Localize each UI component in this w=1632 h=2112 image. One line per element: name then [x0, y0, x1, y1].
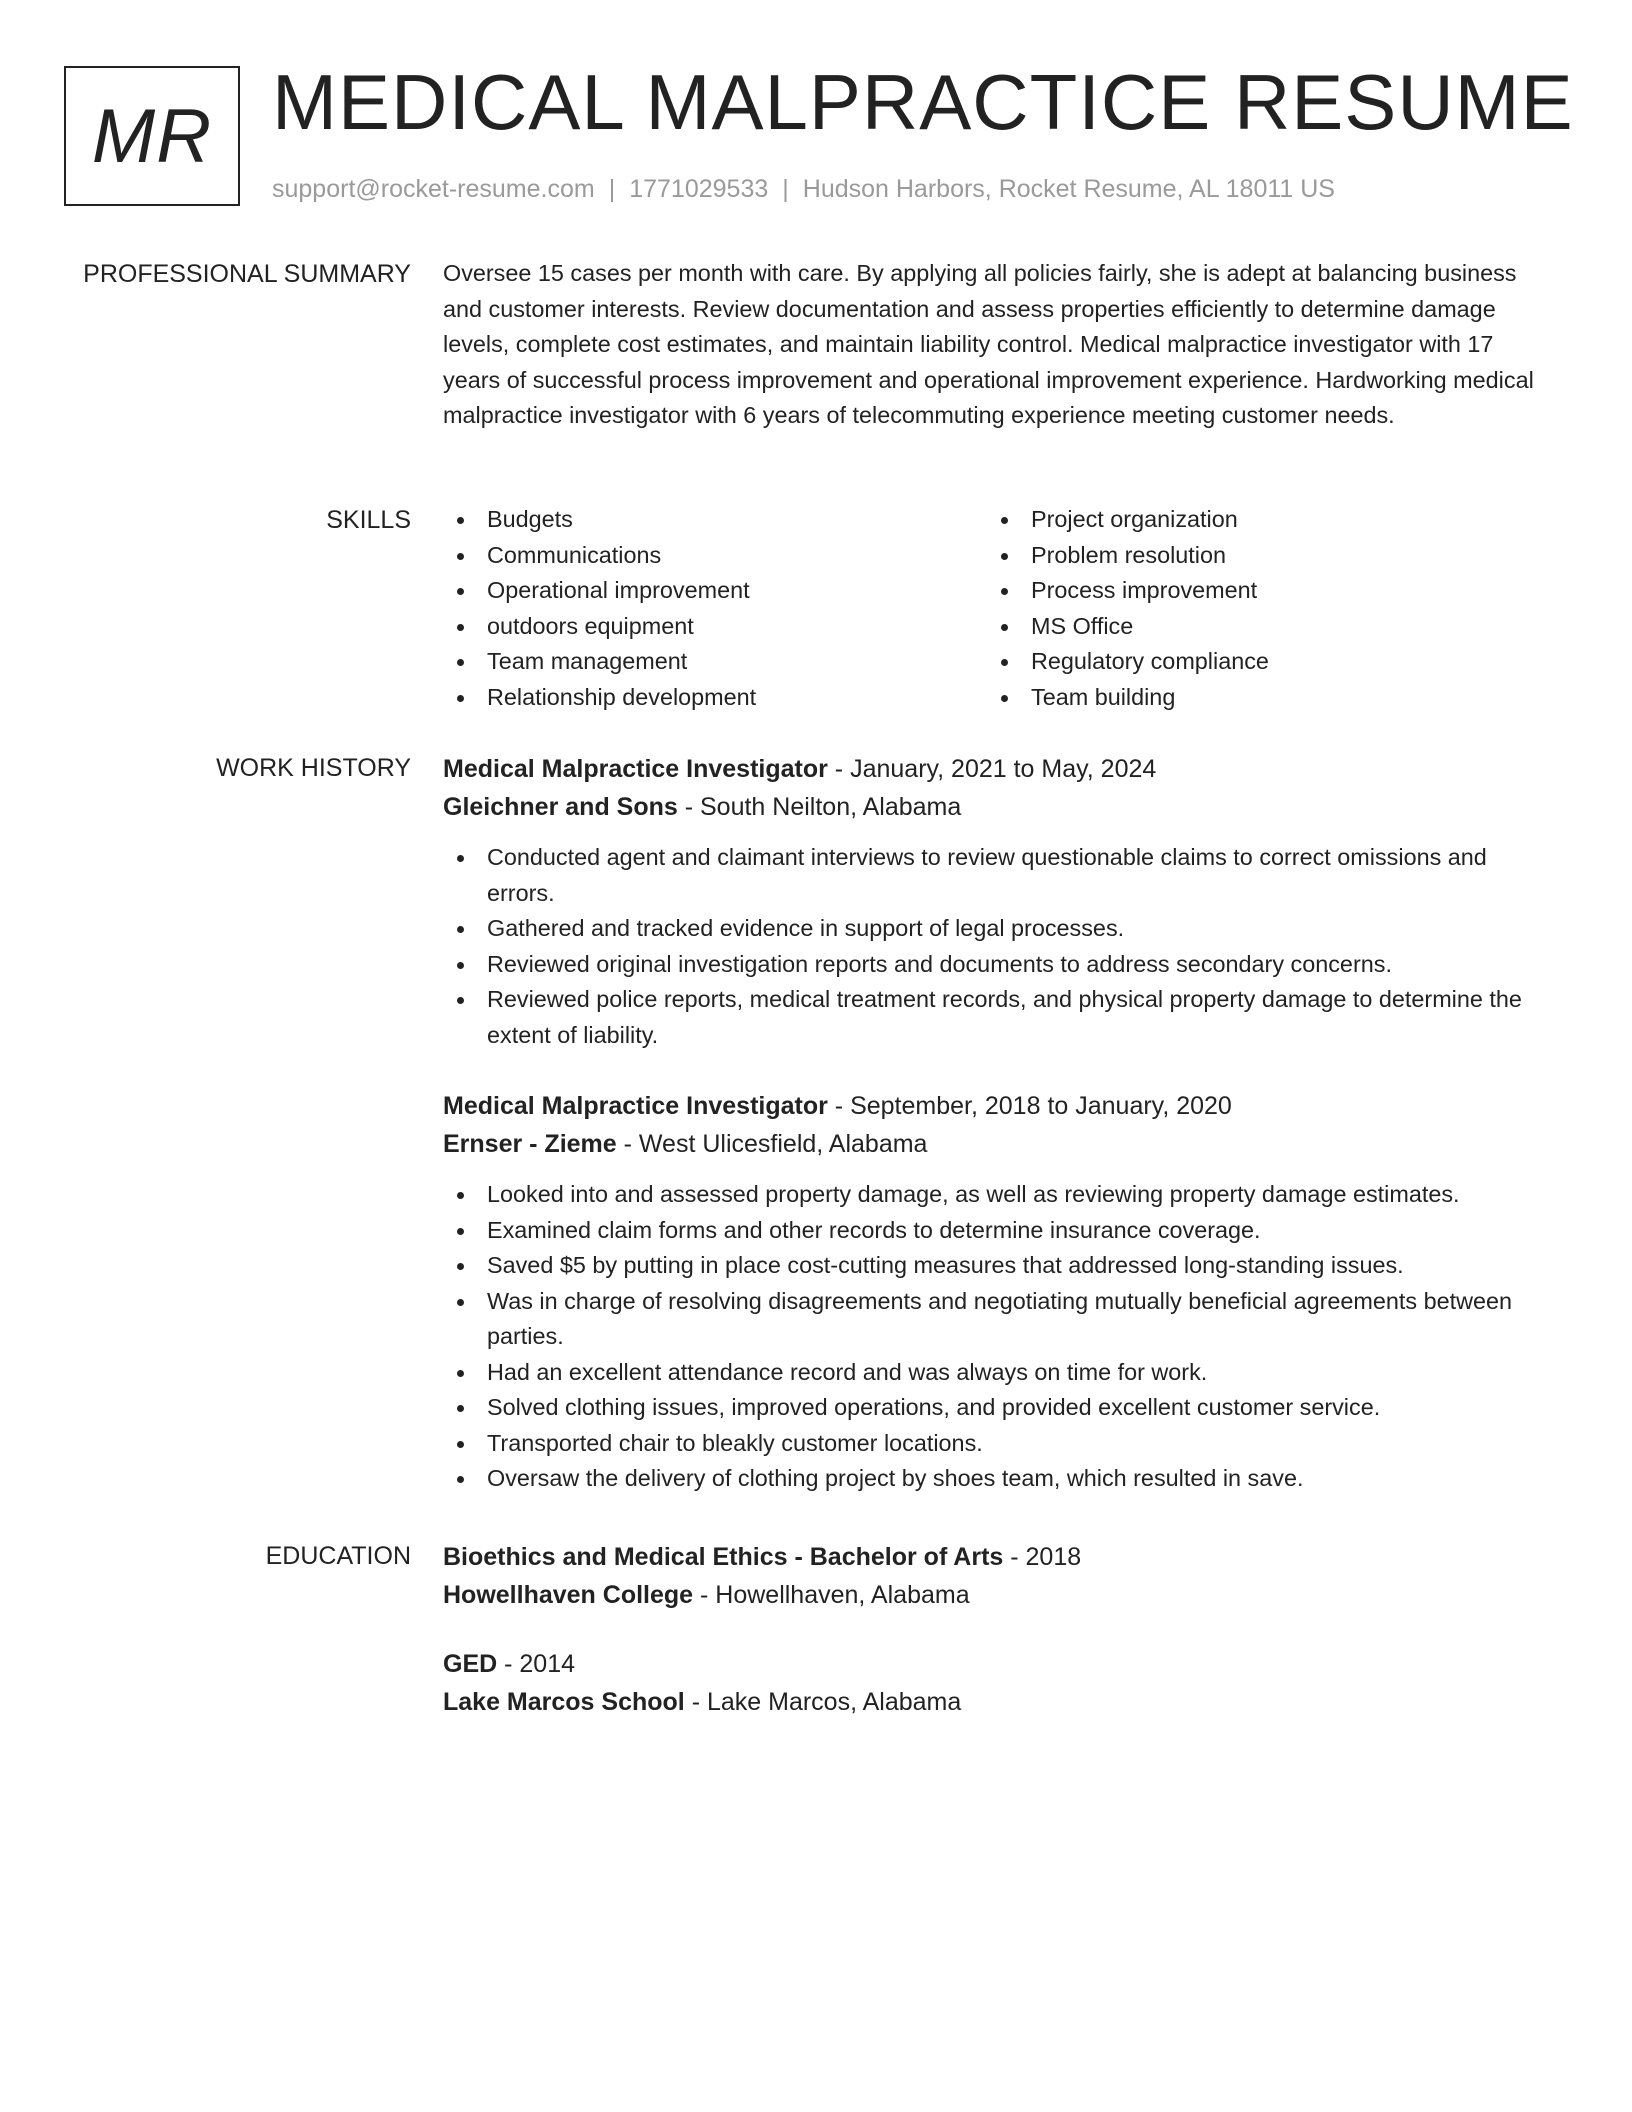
education-entry	[443, 1538, 1553, 1614]
contact-separator: |	[608, 175, 616, 203]
summary-body	[443, 256, 1553, 434]
job-bullet: Examined claim forms and other records to determine insurance coverage.	[443, 1213, 1553, 1249]
skills-list-left	[443, 502, 987, 715]
skill-item: Process improvement	[987, 573, 1531, 609]
contact-separator: |	[782, 175, 789, 203]
job-bullet: Gathered and tracked evidence in support of legal processes.	[443, 911, 1553, 947]
job-company-line	[443, 788, 1553, 826]
work-history-heading: WORK HISTORY	[216, 754, 411, 782]
education-year: - 2014	[497, 1650, 576, 1678]
job-role-line	[443, 1087, 1553, 1125]
education-body	[443, 1538, 1553, 1721]
job-role: Medical Malpractice Investigator	[443, 1092, 828, 1120]
skill-item: Relationship development	[443, 680, 987, 716]
job-company: Gleichner and Sons	[443, 793, 678, 821]
job-dates: - January, 2021 to May, 2024	[827, 755, 1157, 783]
skill-item: Project organization	[987, 502, 1531, 538]
skill-item: Communications	[443, 538, 987, 574]
skill-item: Team building	[987, 680, 1531, 716]
monogram-box	[64, 66, 240, 206]
job-location: - West Ulicesfield, Alabama	[616, 1130, 928, 1158]
job-bullet: Transported chair to bleakly customer locations.	[443, 1426, 1553, 1462]
skills-body	[443, 502, 1553, 715]
work-history-body	[443, 750, 1553, 1497]
job-bullet: Reviewed original investigation reports and documents to address secondary concerns.	[443, 947, 1553, 983]
education-degree: Bioethics and Medical Ethics - Bachelor of Arts	[443, 1543, 1004, 1571]
education-school-line	[443, 1576, 1553, 1614]
contact-line	[272, 174, 1335, 204]
job-bullet: Was in charge of resolving disagreements and negotiating mutually beneficial agreements between parties.	[443, 1284, 1553, 1355]
skill-item: Problem resolution	[987, 538, 1531, 574]
education-heading: EDUCATION	[265, 1542, 411, 1570]
job-company: Ernser - Zieme	[443, 1130, 617, 1158]
job-entry	[443, 750, 1553, 1053]
education-location: - Lake Marcos, Alabama	[684, 1688, 962, 1716]
skills-columns	[443, 502, 1553, 715]
job-role: Medical Malpractice Investigator	[443, 755, 828, 783]
education-location: - Howellhaven, Alabama	[693, 1581, 970, 1609]
job-dates: - September, 2018 to January, 2020	[827, 1092, 1232, 1120]
skill-item: MS Office	[987, 609, 1531, 645]
skill-item: Budgets	[443, 502, 987, 538]
job-bullet: Saved $5 by putting in place cost-cutting measures that addressed long-standing issues.	[443, 1248, 1553, 1284]
education-school: Howellhaven College	[443, 1581, 694, 1609]
job-location: - South Neilton, Alabama	[677, 793, 962, 821]
education-degree-line	[443, 1538, 1553, 1576]
skill-item: outdoors equipment	[443, 609, 987, 645]
skills-heading: SKILLS	[326, 506, 411, 534]
job-bullet: Solved clothing issues, improved operations, and provided excellent customer service.	[443, 1390, 1553, 1426]
contact-email[interactable]: support@rocket-resume.com	[272, 175, 595, 203]
job-bullets	[443, 1177, 1553, 1497]
job-bullets	[443, 840, 1553, 1053]
skill-item: Operational improvement	[443, 573, 987, 609]
education-school-line	[443, 1683, 1553, 1721]
job-bullet: Had an excellent attendance record and was always on time for work.	[443, 1355, 1553, 1391]
summary-heading: PROFESSIONAL SUMMARY	[83, 260, 411, 288]
contact-address: Hudson Harbors, Rocket Resume, AL 18011 US	[802, 175, 1335, 203]
job-bullet: Conducted agent and claimant interviews to review questionable claims to correct omissions and errors.	[443, 840, 1553, 911]
contact-phone[interactable]: 1771029533	[629, 175, 769, 203]
resume-title: MEDICAL MALPRACTICE RESUME	[272, 58, 1574, 146]
job-company-line	[443, 1125, 1553, 1163]
job-role-line	[443, 750, 1553, 788]
summary-text: Oversee 15 cases per month with care. By applying all policies fairly, she is adept at balancing business and customer interests. Review documentation and assess properties efficiently to determine damage levels, complete cost estimates, and maintain liability control. Medical malpractice investigator with 17 years of successful process improvement and operational improvement experience. Hardworking medical malpractice investigator with 6 years of telecommuting experience meeting customer needs.	[443, 260, 1534, 428]
skills-list-right	[987, 502, 1531, 715]
education-school: Lake Marcos School	[443, 1688, 685, 1716]
education-degree-line	[443, 1645, 1553, 1683]
job-bullet: Oversaw the delivery of clothing project by shoes team, which resulted in save.	[443, 1461, 1553, 1497]
education-degree: GED	[443, 1650, 498, 1678]
skill-item: Regulatory compliance	[987, 644, 1531, 680]
education-year: - 2018	[1003, 1543, 1082, 1571]
job-bullet: Looked into and assessed property damage, as well as reviewing property damage estimates.	[443, 1177, 1553, 1213]
job-entry	[443, 1087, 1553, 1497]
skill-item: Team management	[443, 644, 987, 680]
job-bullet: Reviewed police reports, medical treatment records, and physical property damage to determine the extent of liability.	[443, 982, 1553, 1053]
education-entry	[443, 1645, 1553, 1721]
monogram-initials: MR	[91, 93, 213, 179]
